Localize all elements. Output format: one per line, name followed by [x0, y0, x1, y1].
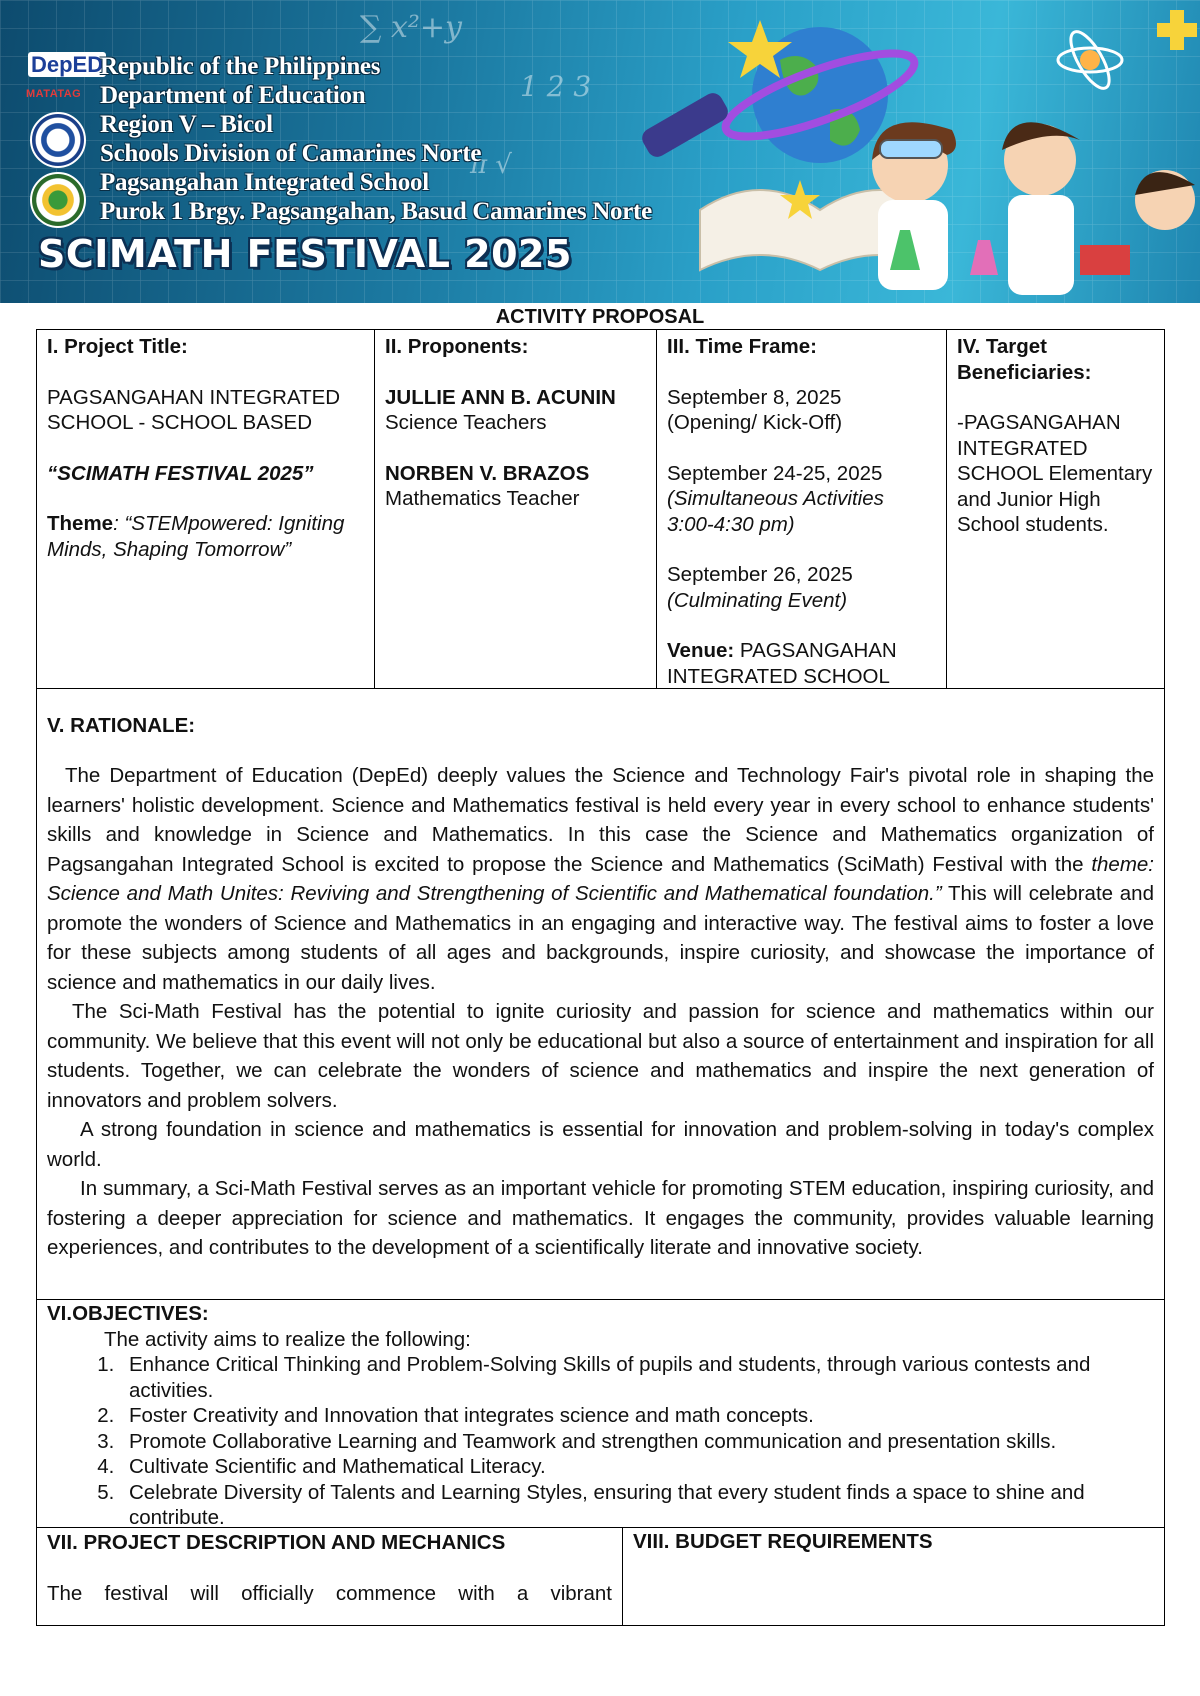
deped-logo-text: DepED	[28, 52, 106, 77]
rationale-body	[47, 761, 1154, 1263]
header-line: Pagsangahan Integrated School	[100, 169, 429, 196]
venue-label: Venue:	[667, 639, 735, 662]
rationale-paragraph: A strong foundation in science and mathematics is essential for innovation and problem-solving in today's complex world.	[47, 1118, 1154, 1171]
beneficiaries-cell	[947, 330, 1164, 688]
matatag-logo: MATATAG	[26, 88, 82, 100]
list-item: 5. Celebrate Diversity of Talents and Learning Styles, ensuring that every student finds a space to shine and contribute.	[120, 1480, 1154, 1531]
budget-cell	[623, 1528, 1164, 1625]
math-decoration: ∑ x²+y	[360, 10, 462, 45]
test-tubes-icon	[1080, 245, 1130, 275]
section-heading: VIII. BUDGET REQUIREMENTS	[633, 1530, 933, 1553]
telescope-icon	[640, 90, 731, 161]
theme-text: : “STEMpowered: Igniting Minds, Shaping Tomorrow”	[47, 512, 345, 561]
venue-line	[667, 638, 936, 689]
school-line: PAGSANGAHAN INTEGRATED SCHOOL - SCHOOL BASED	[47, 385, 341, 434]
rationale-paragraph: The Department of Education (DepEd) deeply values the Science and Technology Fair's pivotal role in shaping the learners' holistic development. Science and Mathematics festival is held every year in every school to enhance students' skills and knowledge in Science and Mathematics. In this case the Science and Mathematics organization of Pagsangahan Integrated School is excited to propose the Science and Mathematics (SciMath) Festival with the theme: Science and Math Unites: Reviving and Strengthening of Scientific and Mathematical foundation.” This will celebrate and promote the wonders of Science and Mathematics in an engaging and interactive way. The festival aims to foster a love for these subjects among students of all ages and backgrounds, inspire curiosity, and showcase the importance of science and mathematics in our daily lives.	[47, 764, 1154, 994]
project-description-cell	[37, 1528, 623, 1625]
proponent-name: JULLIE ANN B. ACUNIN	[385, 385, 616, 409]
schedule-date: September 26, 2025	[667, 563, 853, 586]
rationale-paragraph: In summary, a Sci-Math Festival serves as an important vehicle for promoting STEM education, inspiring curiosity, and fostering a deeper appreciation for science and mathematics. It engages the community, provides valuable learning experiences, and contributes to the development of a scientifically literate and innovative society.	[47, 1177, 1154, 1259]
scimath-illustration	[640, 0, 1200, 303]
header-text-block	[100, 52, 652, 226]
proponent-role: Mathematics Teacher	[385, 487, 580, 510]
project-title-cell	[37, 330, 375, 688]
header-line: Department of Education	[100, 82, 366, 109]
proponents-cell	[375, 330, 657, 688]
header-line: Republic of the Philippines	[100, 53, 381, 80]
document-title: ACTIVITY PROPOSAL	[495, 306, 705, 328]
section-heading: I. Project Title:	[47, 335, 188, 358]
event-name: “SCIMATH FESTIVAL 2025”	[47, 461, 314, 485]
header-line: Region V – Bicol	[100, 111, 273, 138]
theme-line	[47, 511, 364, 562]
section-heading: VII. PROJECT DESCRIPTION AND MECHANICS	[47, 1531, 506, 1554]
proposal-info-table	[36, 329, 1165, 689]
festival-title: SCIMATH FESTIVAL 2025	[38, 232, 572, 276]
description-budget-table	[36, 1527, 1165, 1626]
list-item: 4. Cultivate Scientific and Mathematical Literacy.	[120, 1454, 1154, 1480]
rationale-theme: theme: Science and Math Unites: Reviving and Strengthening of Scientific and Mathematical foundation.”	[47, 852, 1154, 905]
section-heading: IV. Target Beneficiaries:	[957, 335, 1092, 384]
math-decoration: π √	[470, 150, 512, 180]
school-seal-icon	[30, 172, 86, 228]
header-line: Purok 1 Brgy. Pagsangahan, Basud Camarines Norte	[100, 198, 652, 225]
proponent-name: NORBEN V. BRAZOS	[385, 461, 590, 485]
beneficiaries-text: -PAGSANGAHAN INTEGRATED SCHOOL Elementary and Junior High School students.	[957, 411, 1153, 536]
list-item: 3. Promote Collaborative Learning and Teamwork and strengthen communication and presentation skills.	[120, 1429, 1154, 1455]
list-item: 2. Foster Creativity and Innovation that integrates science and math concepts.	[120, 1403, 1154, 1429]
description-text: The festival will officially commence with a vibrant	[47, 1581, 612, 1605]
section-heading: V. RATIONALE:	[47, 714, 196, 737]
schedule-note: (Opening/ Kick-Off)	[667, 411, 843, 434]
schedule-date: September 8, 2025	[667, 385, 842, 409]
deped-logo	[28, 52, 104, 78]
header-line: Schools Division of Camarines Norte	[100, 140, 482, 167]
objectives-list	[47, 1352, 1154, 1531]
proponent-role: Science Teachers	[385, 411, 547, 434]
theme-label: Theme	[47, 512, 114, 535]
schedule-note: (Simultaneous Activities 3:00-4:30 pm)	[667, 487, 884, 536]
section-heading: II. Proponents:	[385, 335, 529, 358]
section-heading: VI.OBJECTIVES:	[47, 1302, 209, 1325]
math-decoration: 1 2 3	[520, 70, 592, 103]
schedule-note: (Culminating Event)	[667, 588, 848, 612]
deped-seal-icon	[30, 112, 86, 168]
header-banner	[0, 0, 1200, 303]
objectives-intro: The activity aims to realize the following:	[104, 1327, 471, 1351]
schedule-date: September 24-25, 2025	[667, 461, 883, 485]
time-frame-cell	[657, 330, 947, 688]
venue-text: PAGSANGAHAN INTEGRATED SCHOOL	[667, 639, 897, 688]
section-heading: III. Time Frame:	[667, 335, 818, 358]
list-item: 1. Enhance Critical Thinking and Problem-Solving Skills of pupils and students, through various contests and activities.	[120, 1352, 1154, 1403]
rationale-paragraph: The Sci-Math Festival has the potential to ignite curiosity and passion for science and mathematics within our community. We believe that this event will not only be educational but also a source of entertainment and inspiration for all students. Together, we can celebrate the wonders of science and mathematics and inspire the next generation of innovators and problem solvers.	[47, 1000, 1154, 1112]
objectives-section	[36, 1299, 1165, 1528]
rationale-section	[36, 688, 1165, 1300]
